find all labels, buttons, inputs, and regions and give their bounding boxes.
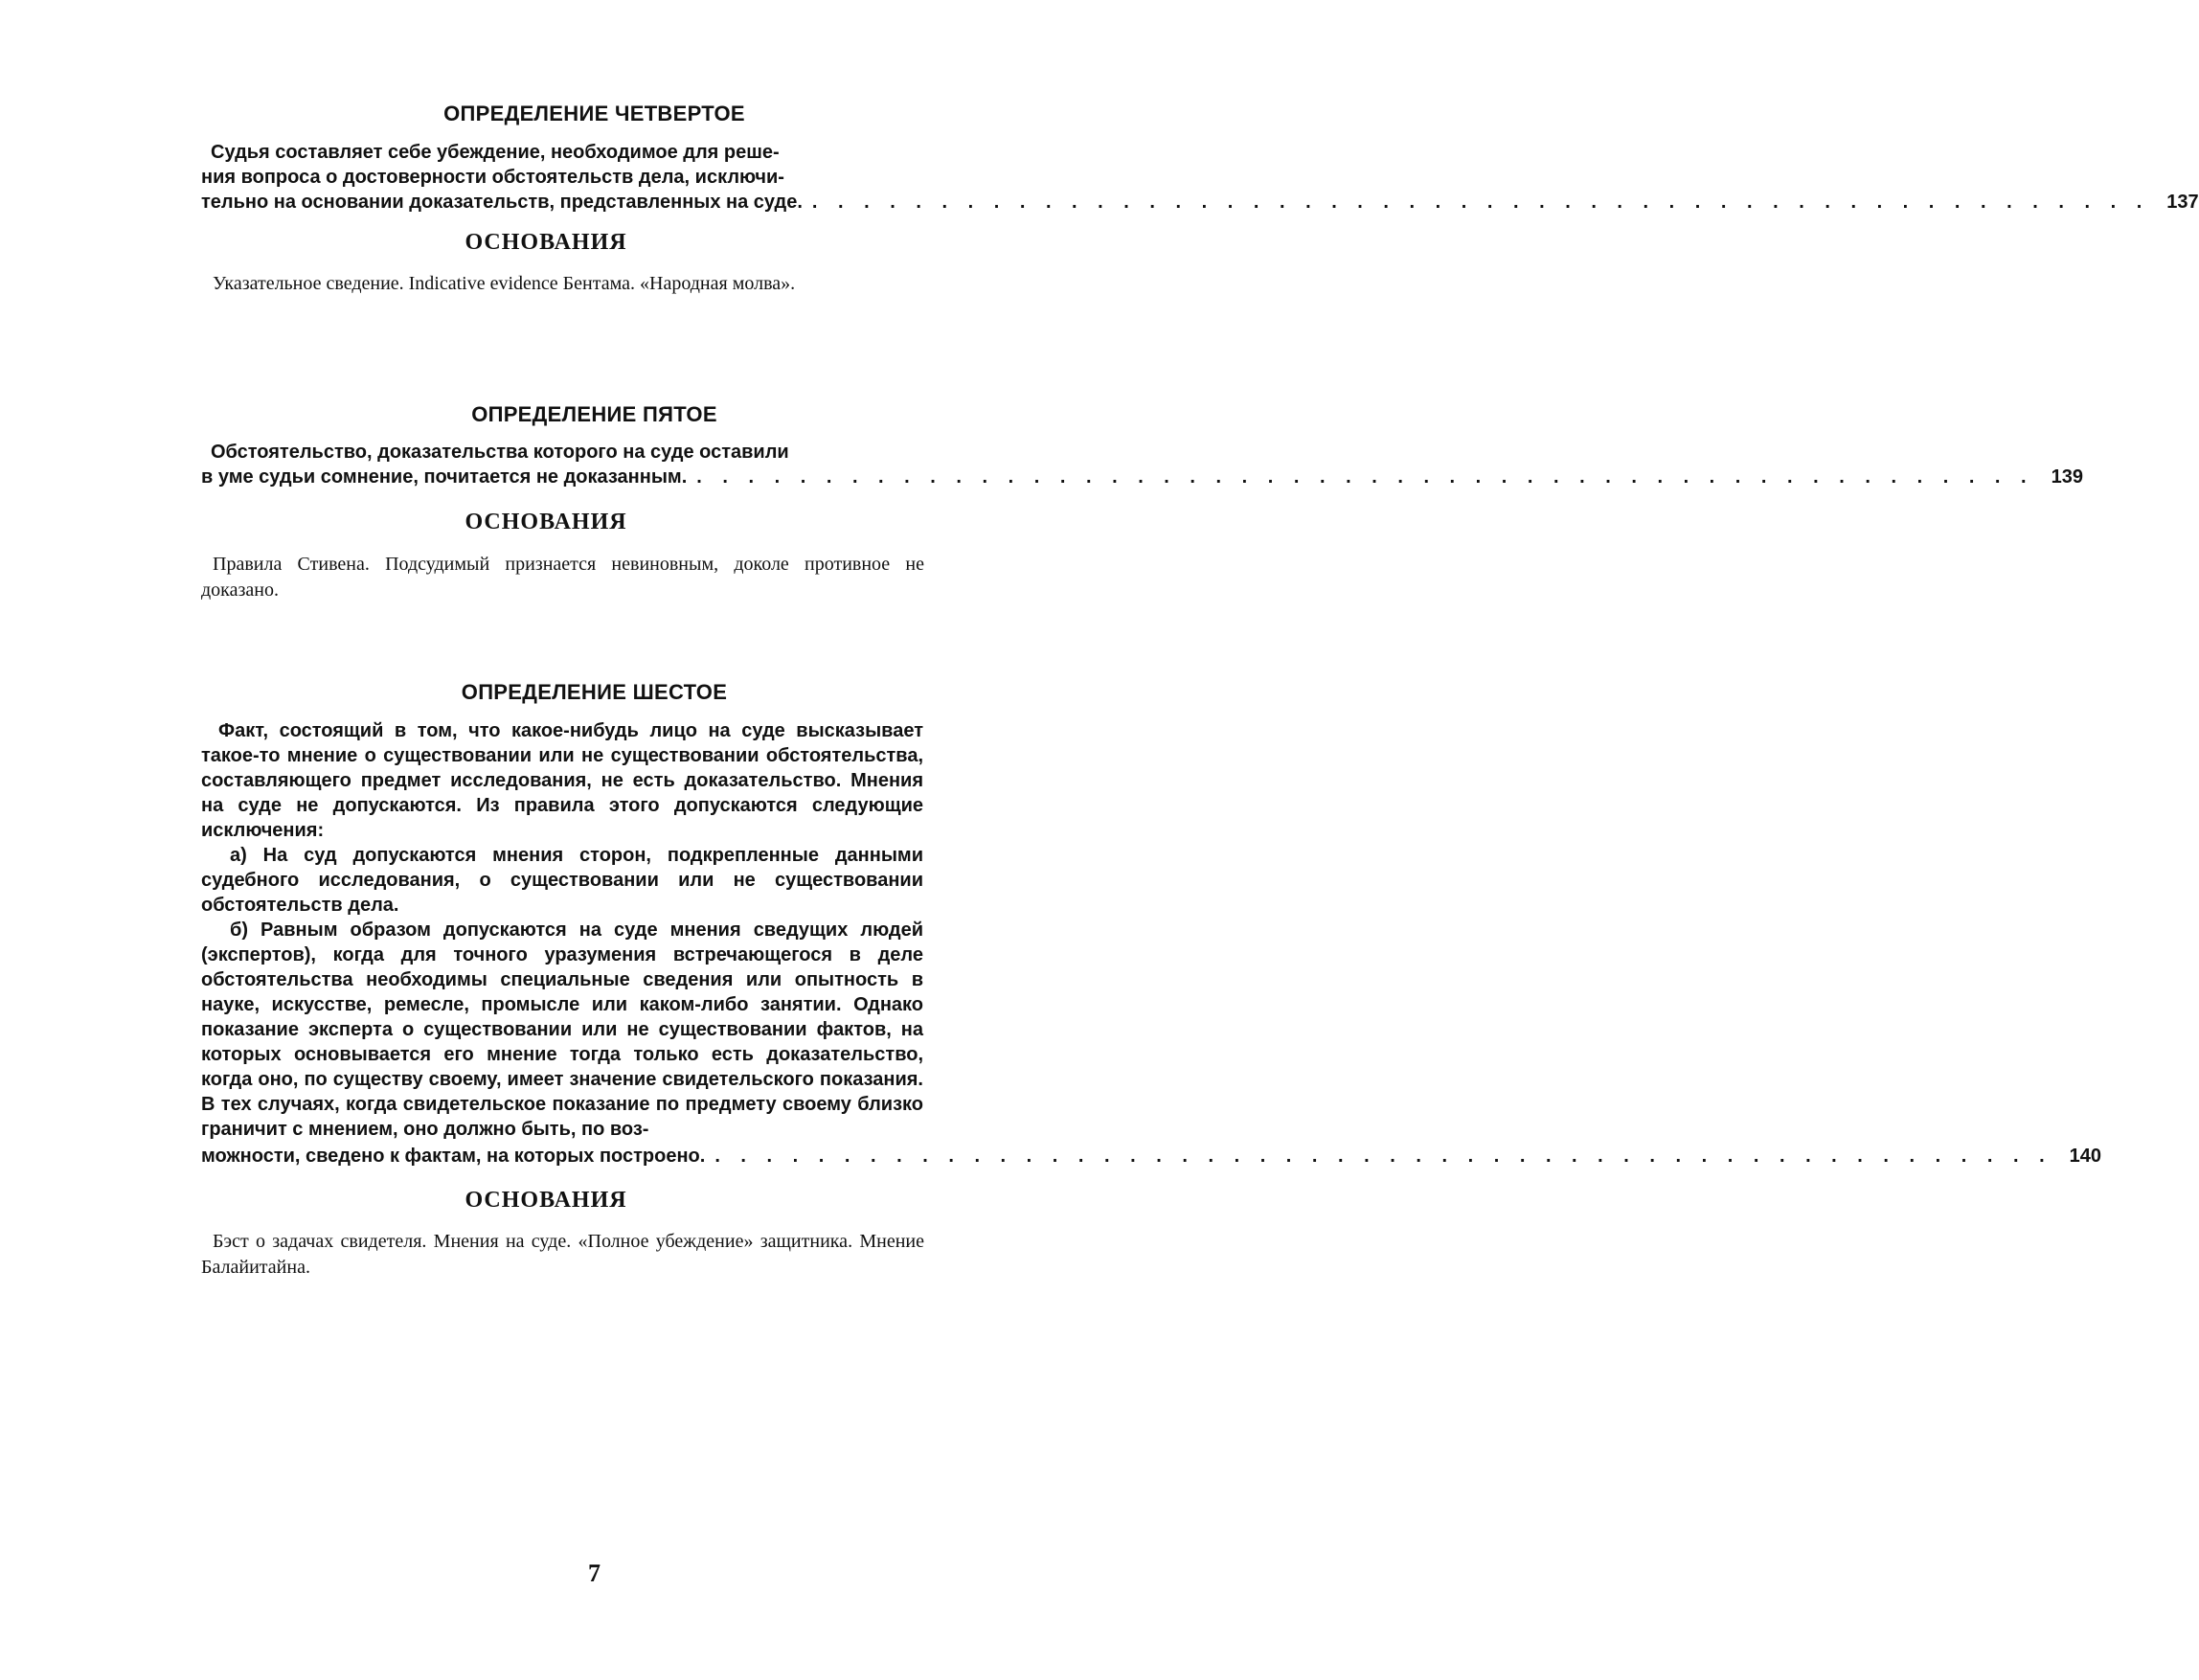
section-4-grounds-title: ОСНОВАНИЯ xyxy=(465,230,627,255)
section-4-thesis-ending xyxy=(201,190,2199,215)
section-4-dot-leader: . . . . . . . . . . . . . . . . . . . . . . . . . . . . . . . . . . . . . . . . . . . . . . . . . . . . xyxy=(811,192,2150,213)
section-6-title: ОПРЕДЕЛЕНИЕ ШЕСТОЕ xyxy=(461,680,728,704)
section-5-title: ОПРЕДЕЛЕНИЕ ПЯТОЕ xyxy=(471,402,717,426)
section-6-thesis-paragraph-a: а) На суд допускаются мнения сторон, подкрепленные данными судебного исследования, о существовании или не существовании обстоятельств дела. xyxy=(201,845,923,916)
section-4-thesis-end-text: тельно на основании доказательств, представленных на суде. xyxy=(201,192,803,213)
section-6-grounds-title: ОСНОВАНИЯ xyxy=(465,1188,627,1213)
section-6-page-number: 140 xyxy=(2069,1146,2102,1167)
section-4-thesis-line-2: ния вопроса о достоверности обстоятельств дела, исключи- xyxy=(201,167,784,188)
section-5-thesis-line-1: Обстоятельство, доказательства которого на суде оставили xyxy=(211,442,789,463)
section-5-dot-leader: . . . . . . . . . . . . . . . . . . . . . . . . . . . . . . . . . . . . . . . . . . . . . . . . . . . . xyxy=(696,466,2034,488)
section-4-page-number: 137 xyxy=(2166,192,2199,213)
section-4-thesis xyxy=(201,140,2199,215)
section-6-thesis-ending-block xyxy=(201,1144,2102,1169)
section-5-thesis xyxy=(201,440,2083,489)
page-number: 7 xyxy=(588,1559,601,1587)
section-5-page-number: 139 xyxy=(2051,466,2083,488)
section-4-title: ОПРЕДЕЛЕНИЕ ЧЕТВЕРТОЕ xyxy=(443,102,745,125)
section-6-dot-leader: . . . . . . . . . . . . . . . . . . . . . . . . . . . . . . . . . . . . . . . . . . . . . . . . . . . . xyxy=(714,1146,2052,1167)
section-6-thesis-ending xyxy=(201,1144,2102,1169)
section-4-thesis-line-1: Судья составляет себе убеждение, необходимое для реше- xyxy=(211,142,780,163)
section-6-grounds-text: Бэст о задачах свидетеля. Мнения на суде. «Полное убеждение» защитника. Мнение Балайитайна. xyxy=(201,1231,924,1278)
section-5-thesis-ending xyxy=(201,465,2083,489)
section-5-thesis-end-text: в уме судьи сомнение, почитается не доказанным. xyxy=(201,466,688,488)
section-6-thesis-paragraph-b: б) Равным образом допускаются на суде мнения сведущих людей (экспертов), когда для точного уразумения встречающегося в деле обстоятельства необходимы специальные сведения или опытность в науке, искусстве, ремесле, промысле или каком-либо занятии. Однако показание эксперта о существовании или не существовании фактов, на которых основывается его мнение тогда только есть доказательство, когда оно, по существу своему, имеет значение свидетельского показания. В тех случаях, когда свидетельское показание по предмету своему близко граничит с мнением, оно должно быть, по воз- xyxy=(201,919,923,1140)
section-4-grounds-text: Указательное сведение. Indicative evidence Бентама. «Народная молва». xyxy=(213,273,796,294)
section-6-thesis-paragraph-1: Факт, состоящий в том, что какое-нибудь лицо на суде высказывает такое-то мнение о существовании или не существовании обстоятельства, составляющего предмет исследования, не есть доказательство. Мнения на суде не допускаются. Из правила этого допускаются следующие исключения: xyxy=(201,720,923,841)
section-6-thesis xyxy=(201,718,923,1142)
section-6-thesis-end-text: можности, сведено к фактам, на которых построено. xyxy=(201,1146,706,1167)
section-5-grounds-title: ОСНОВАНИЯ xyxy=(465,510,627,534)
section-5-grounds-text: Правила Стивена. Подсудимый признается невиновным, доколе противное не доказано. xyxy=(201,554,924,601)
